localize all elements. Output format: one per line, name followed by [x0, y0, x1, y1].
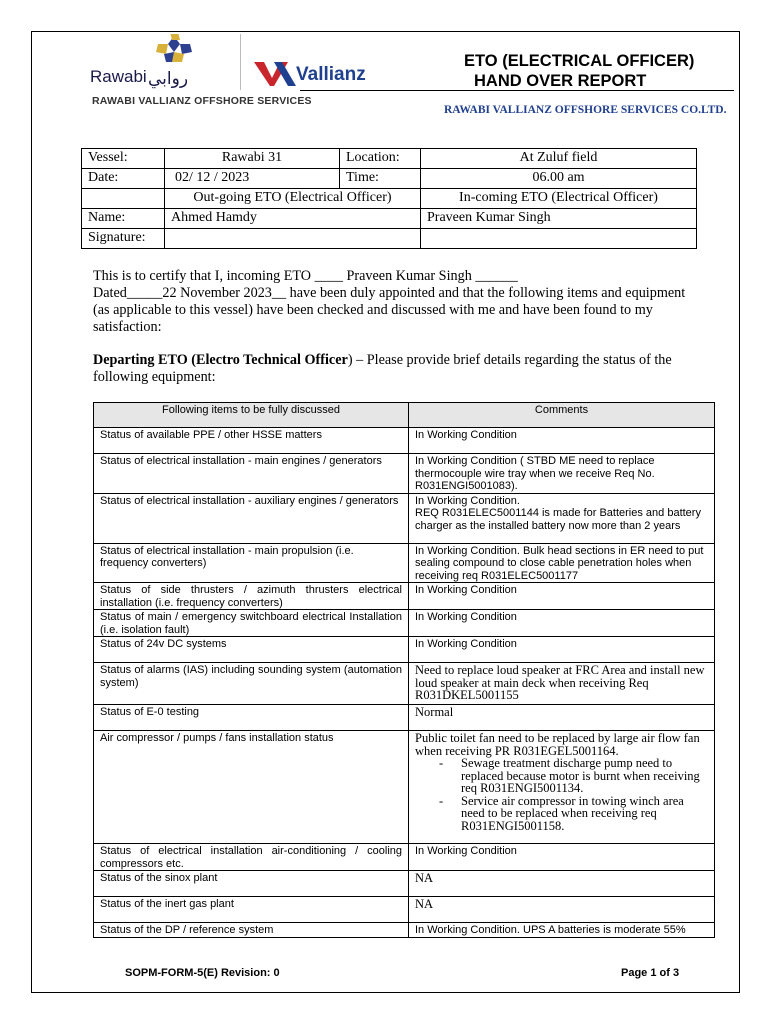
- rawabi-logo-text: Rawabi: [90, 67, 147, 86]
- table-row: [94, 923, 715, 938]
- company-subtitle: RAWABI VALLIANZ OFFSHORE SERVICES: [92, 95, 312, 107]
- outgoing-header: Out-going ETO (Electrical Officer): [165, 189, 421, 209]
- report-title-line1: ETO (ELECTRICAL OFFICER): [464, 52, 695, 70]
- signature-label: Signature:: [82, 229, 165, 249]
- location-value: At Zuluf field: [421, 149, 697, 169]
- comment-cell: In Working Condition. UPS A batteries is moderate 55%: [409, 923, 715, 938]
- vessel-value: Rawabi 31: [165, 149, 340, 169]
- item-cell: Status of the DP / reference system: [94, 923, 409, 938]
- outgoing-name: Ahmed Hamdy: [165, 209, 421, 229]
- date-value: 02/ 12 / 2023: [165, 169, 340, 189]
- form-revision: SOPM-FORM-5(E) Revision: 0: [125, 967, 280, 979]
- departing-rest: ) – Please provide brief details regarding the status of the following equipment:: [93, 352, 672, 385]
- item-cell: Status of the inert gas plant: [94, 897, 409, 923]
- rawabi-logo: [88, 34, 228, 96]
- comment-cell: In Working Condition: [409, 637, 715, 663]
- table-row: [94, 705, 715, 731]
- comment-cell: In Working Condition ( STBD ME need to replace thermocouple wire tray when we receive Req No. R031ENGI5001083).: [409, 454, 715, 494]
- comment-line: In Working Condition.: [415, 494, 520, 507]
- list-item: - Service air compressor in towing winch area need to be replaced when receiving req R031ENGI5001158.: [461, 795, 708, 833]
- item-cell: Status of side thrusters / azimuth thrusters electrical installation (i.e. frequency converters): [94, 583, 409, 610]
- certify-line1: This is to certify that I, incoming ETO ____ Praveen Kumar Singh ______: [93, 268, 518, 284]
- incoming-header: In-coming ETO (Electrical Officer): [421, 189, 697, 209]
- time-value: 06.00 am: [421, 169, 697, 189]
- table-row: [94, 731, 715, 844]
- comment-cell: In Working Condition: [409, 428, 715, 454]
- item-cell: Status of electrical installation - auxiliary engines / generators: [94, 493, 409, 543]
- table-row: [94, 637, 715, 663]
- vallianz-logo: [252, 58, 392, 88]
- comment-cell: [409, 493, 715, 543]
- comment-cell: NA: [409, 871, 715, 897]
- comment-bullet-list: [415, 757, 708, 832]
- table-row: [94, 543, 715, 583]
- table-header-row: [94, 403, 715, 428]
- item-cell: Status of electrical installation air-conditioning / cooling compressors etc.: [94, 844, 409, 871]
- name-label: Name:: [82, 209, 165, 229]
- outgoing-signature: [165, 229, 421, 249]
- rawabi-logo-arabic: روابي: [148, 69, 189, 89]
- certify-line2: Dated_____22 November 2023__ have been duly appointed and that the following items and equipment (as applicable to this vessel) have been checked and discussed with me and have been found to my satisfaction:: [93, 285, 686, 335]
- table-row: [94, 454, 715, 494]
- table-row: [94, 663, 715, 705]
- list-item: - Sewage treatment discharge pump need to replaced because motor is burnt when receiving req R031ENGI5001134.: [461, 757, 708, 795]
- vessel-label: Vessel:: [82, 149, 165, 169]
- time-label: Time:: [340, 169, 421, 189]
- item-cell: Status of the sinox plant: [94, 871, 409, 897]
- comment-cell: In Working Condition: [409, 610, 715, 637]
- comment-cell: Need to replace loud speaker at FRC Area and install new loud speaker at main deck when receiving Req R031DKEL5001155: [409, 663, 715, 705]
- departing-paragraph: [93, 352, 708, 386]
- table-row: [82, 149, 697, 169]
- logo-divider: [240, 34, 241, 90]
- table-row: [82, 209, 697, 229]
- report-title-line2: HAND OVER REPORT: [474, 72, 647, 90]
- item-cell: Status of electrical installation - main engines / generators: [94, 454, 409, 494]
- column-header-comments: Comments: [409, 403, 715, 428]
- comment-cell: Normal: [409, 705, 715, 731]
- item-cell: Status of 24v DC systems: [94, 637, 409, 663]
- item-cell: Status of electrical installation - main propulsion (i.e. frequency converters): [94, 543, 409, 583]
- table-row: [94, 897, 715, 923]
- item-cell: Status of alarms (IAS) including sounding system (automation system): [94, 663, 409, 705]
- comment-line: Public toilet fan need to be replaced by large air flow fan when receiving PR R031EGEL5001164.: [415, 731, 700, 758]
- table-row: [82, 229, 697, 249]
- equipment-status-table: [93, 402, 715, 938]
- comment-line: REQ R031ELEC5001144 is made for Batteries and battery charger as the installed battery now more than 2 years: [415, 507, 701, 532]
- incoming-signature: [421, 229, 697, 249]
- item-cell: Air compressor / pumps / fans installation status: [94, 731, 409, 844]
- table-row: [94, 871, 715, 897]
- date-label: Date:: [82, 169, 165, 189]
- table-row: [94, 493, 715, 543]
- certify-paragraph: [93, 268, 703, 336]
- table-row: [94, 583, 715, 610]
- vessel-info-table: [81, 148, 697, 249]
- column-header-items: Following items to be fully discussed: [94, 403, 409, 428]
- company-name: RAWABI VALLIANZ OFFSHORE SERVICES CO.LTD.: [444, 104, 727, 116]
- comment-cell: In Working Condition: [409, 583, 715, 610]
- comment-cell: In Working Condition. Bulk head sections in ER need to put sealing compound to close cable penetration holes when receiving req R031ELEC5001177: [409, 543, 715, 583]
- vallianz-logo-text: Vallianz: [296, 64, 366, 85]
- table-row: [82, 169, 697, 189]
- table-row: [82, 189, 697, 209]
- table-row: [94, 844, 715, 871]
- table-row: [94, 610, 715, 637]
- title-rule: [300, 90, 734, 91]
- table-row: [94, 428, 715, 454]
- incoming-name: Praveen Kumar Singh: [421, 209, 697, 229]
- comment-cell: NA: [409, 897, 715, 923]
- item-cell: Status of E-0 testing: [94, 705, 409, 731]
- departing-bold: Departing ETO (Electro Technical Officer: [93, 352, 348, 368]
- comment-cell: [409, 731, 715, 844]
- item-cell: Status of available PPE / other HSSE matters: [94, 428, 409, 454]
- page-number: Page 1 of 3: [621, 967, 680, 979]
- comment-cell: In Working Condition: [409, 844, 715, 871]
- empty-cell: [82, 189, 165, 209]
- item-cell: Status of main / emergency switchboard electrical Installation (i.e. isolation fault): [94, 610, 409, 637]
- location-label: Location:: [340, 149, 421, 169]
